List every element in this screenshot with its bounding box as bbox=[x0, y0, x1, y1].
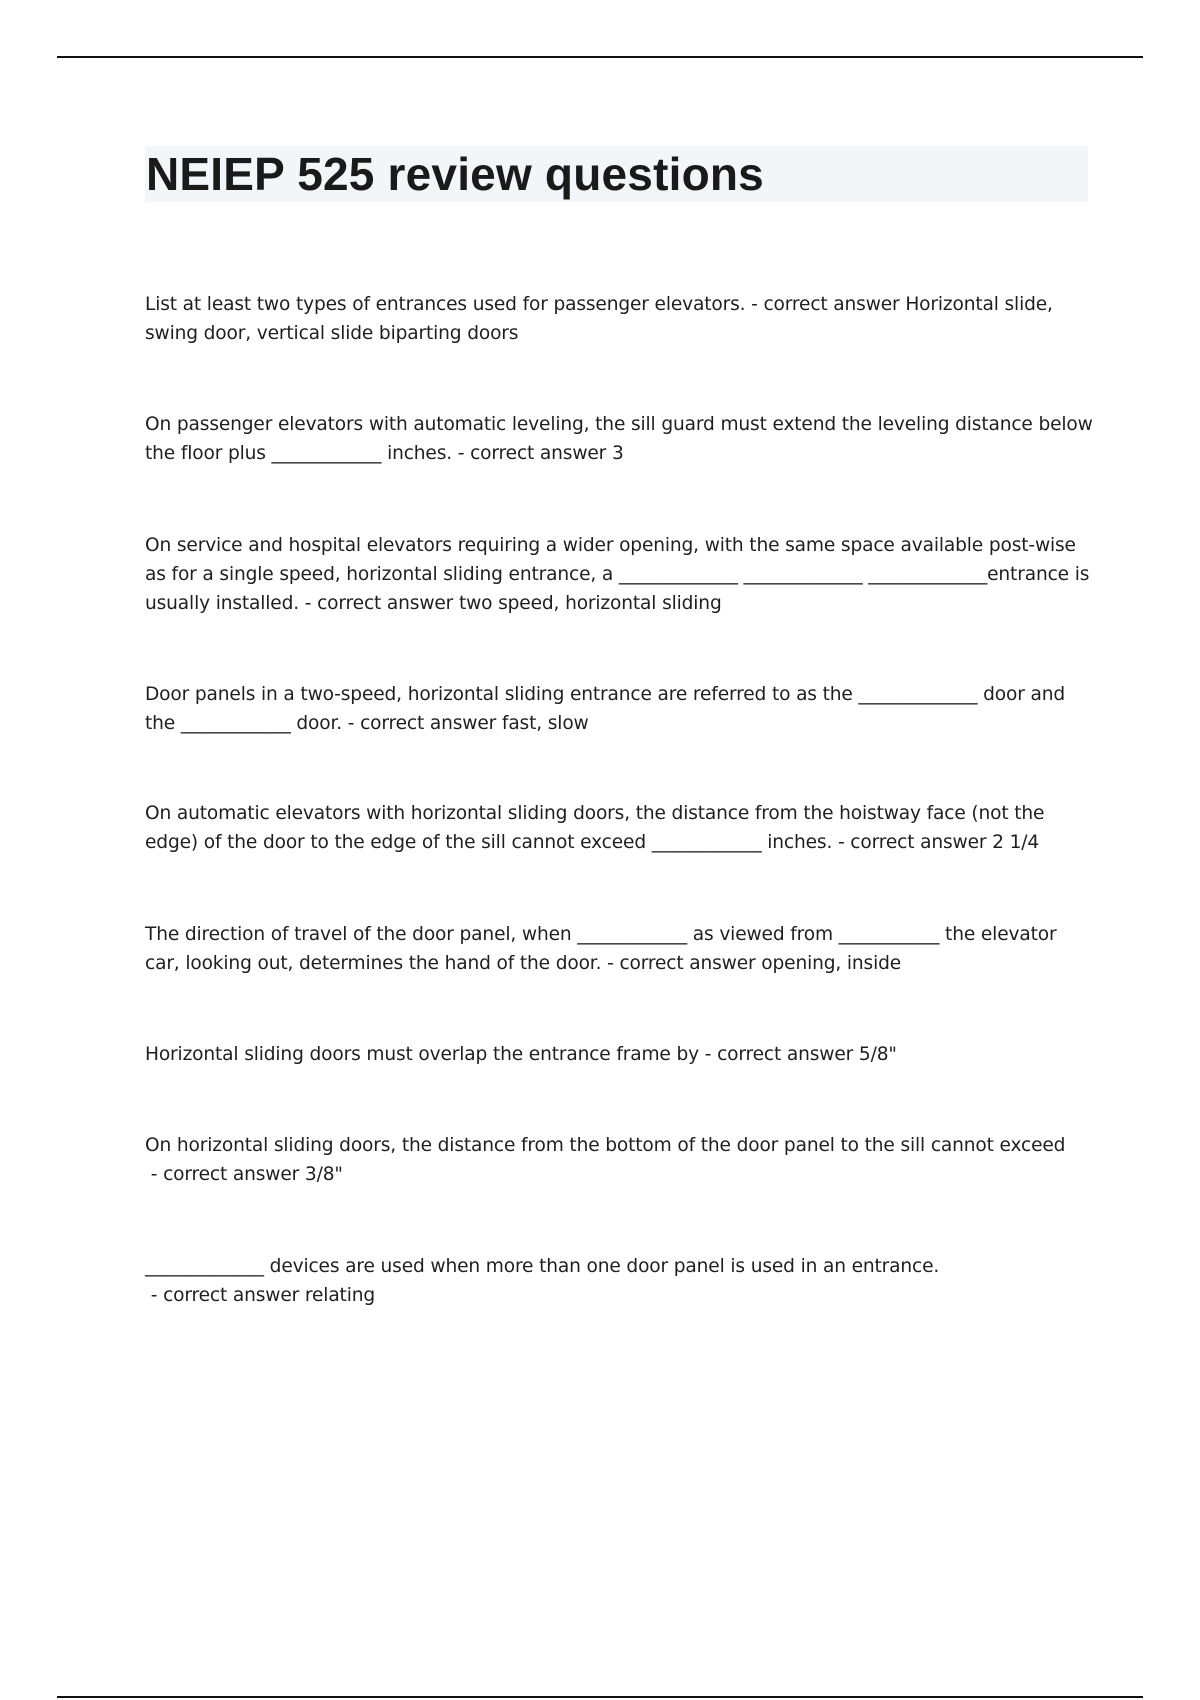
answer-separator: - correct answer bbox=[342, 713, 502, 734]
qa-item-4 bbox=[145, 680, 1095, 738]
qa-item-2 bbox=[145, 410, 1095, 468]
qa-item-7 bbox=[145, 1040, 1095, 1069]
qa-item-1 bbox=[145, 290, 1095, 348]
question-text: _____________ devices are used when more than one door panel is used in an entrance. bbox=[145, 1256, 940, 1277]
answer-text: 3 bbox=[611, 443, 624, 464]
qa-item-5 bbox=[145, 799, 1095, 857]
answer-text: Horizontal slide, swing door, vertical slide biparting doors bbox=[145, 294, 1053, 344]
answer-text: fast, slow bbox=[501, 713, 589, 734]
answer-text: relating bbox=[304, 1285, 376, 1306]
bottom-rule bbox=[57, 1696, 1143, 1698]
question-text: List at least two types of entrances used for passenger elevators. bbox=[145, 294, 746, 315]
qa-item-8 bbox=[145, 1131, 1095, 1189]
question-text: On horizontal sliding doors, the distance from the bottom of the door panel to the sill cannot exceed bbox=[145, 1135, 1066, 1156]
answer-text: opening, inside bbox=[761, 953, 902, 974]
answer-separator: - correct answer bbox=[452, 443, 612, 464]
answer-separator: - correct answer bbox=[145, 1285, 305, 1306]
question-text: Door panels in a two-speed, horizontal sliding entrance are referred to as the _____________ door and the ____________ door. bbox=[145, 684, 1065, 734]
answer-text: 5/8" bbox=[858, 1044, 897, 1065]
qa-item-6 bbox=[145, 920, 1095, 978]
question-text: The direction of travel of the door panel, when ____________ as viewed from ___________ the elevator car, looking out, determines the hand of the door. bbox=[145, 924, 1057, 974]
answer-separator: - correct answer bbox=[601, 953, 762, 974]
qa-item-3 bbox=[145, 531, 1095, 618]
answer-separator: - correct answer bbox=[699, 1044, 859, 1065]
top-rule bbox=[57, 56, 1143, 58]
page-title: NEIEP 525 review questions bbox=[146, 148, 764, 200]
answer-separator: - correct answer bbox=[145, 1164, 305, 1185]
answer-separator: - correct answer bbox=[745, 294, 906, 315]
question-text: Horizontal sliding doors must overlap the entrance frame by bbox=[145, 1044, 699, 1065]
answer-text: 2 1/4 bbox=[992, 832, 1040, 853]
answer-separator: - correct answer bbox=[832, 832, 993, 853]
answer-separator: - correct answer bbox=[299, 593, 459, 614]
answer-text: 3/8" bbox=[304, 1164, 343, 1185]
question-text: On service and hospital elevators requiring a wider opening, with the same space available post-wise as for a single speed, horizontal sliding entrance, a _____________ _____________ _____________entrance is usually installed. bbox=[145, 535, 1090, 614]
question-text: On automatic elevators with horizontal sliding doors, the distance from the hoistway face (not the edge) of the door to the edge of the sill cannot exceed ____________ inches. bbox=[145, 803, 1045, 853]
answer-text: two speed, horizontal sliding bbox=[458, 593, 722, 614]
question-text: On passenger elevators with automatic leveling, the sill guard must extend the leveling distance below the floor plus ____________ inches. bbox=[145, 414, 1093, 464]
qa-item-9 bbox=[145, 1252, 1095, 1310]
